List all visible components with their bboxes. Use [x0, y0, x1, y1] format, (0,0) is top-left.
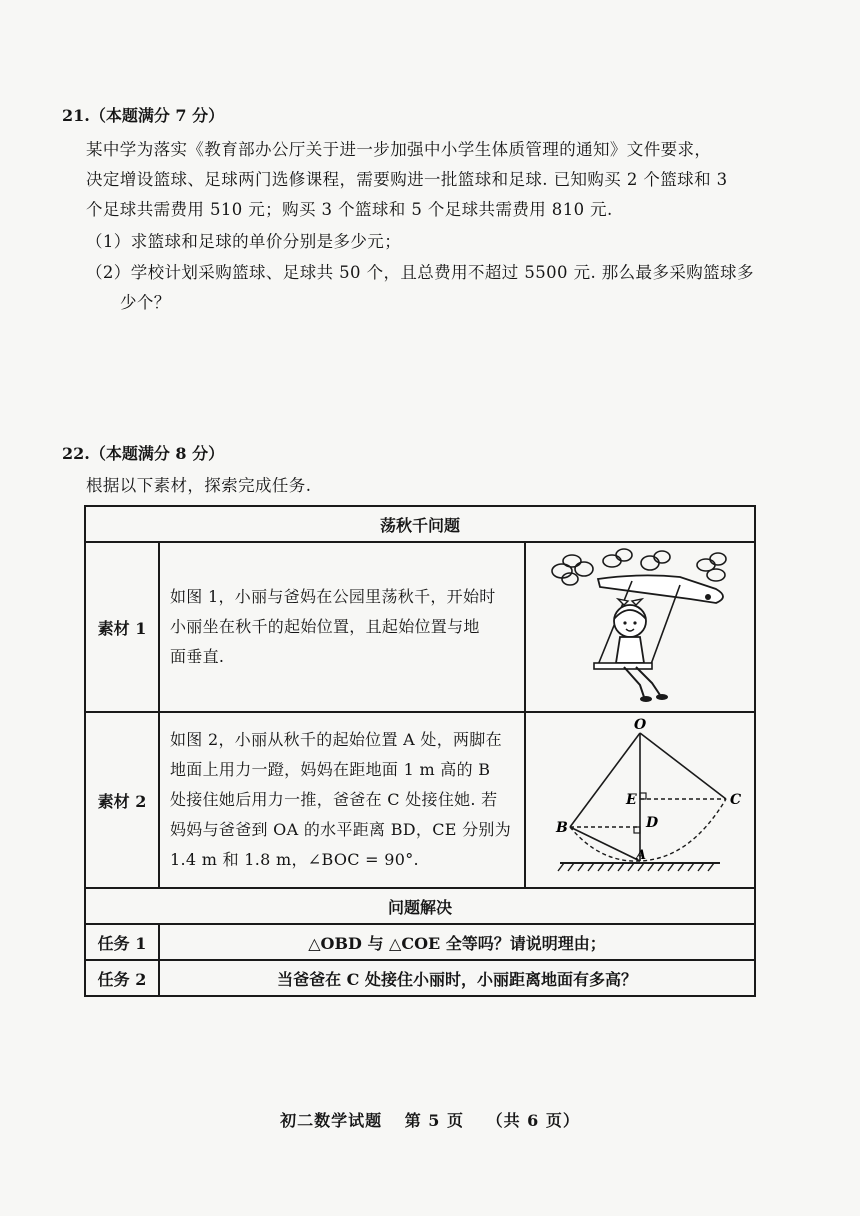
- task1-label: 任务 1: [85, 924, 159, 960]
- swing-geometry-figure: [530, 713, 750, 883]
- material2-line-1: 如图 2，小丽从秋千的起始位置 A 处，两脚在: [170, 730, 502, 749]
- material2-text: [159, 712, 525, 888]
- footer-subject: 初二数学试题: [280, 1111, 383, 1130]
- q21-part2-line1: （2）学校计划采购篮球、足球共 50 个，且总费用不超过 5500 元. 那么最多采购篮球多: [86, 263, 754, 282]
- q22-header: 22.（本题满分 8 分）: [62, 444, 225, 463]
- footer-page: 第 5 页: [404, 1111, 464, 1130]
- q21-part1: （1）求篮球和足球的单价分别是多少元；: [86, 232, 402, 251]
- page-footer: [0, 1108, 860, 1131]
- figure1-cell: [525, 542, 755, 712]
- q22-intro: 根据以下素材，探索完成任务.: [86, 476, 312, 495]
- task2-label: 任务 2: [85, 960, 159, 996]
- label-A: A: [636, 848, 647, 863]
- label-O: O: [634, 717, 647, 733]
- q21-header: 21.（本题满分 7 分）: [62, 106, 225, 125]
- q21-body-line-3: 个足球共需费用 510 元；购买 3 个篮球和 5 个足球共需费用 810 元.: [86, 200, 613, 219]
- material1-label: 素材 1: [85, 542, 159, 712]
- solve-title: 问题解决: [85, 888, 755, 924]
- material1-text: [159, 542, 525, 712]
- figure2-cell: [525, 712, 755, 888]
- materials-table: [84, 505, 756, 997]
- material2-line-2: 地面上用力一蹬，妈妈在距地面 1 m 高的 B: [170, 760, 491, 779]
- material2-line-3: 处接住她后用力一推，爸爸在 C 处接住她. 若: [170, 790, 498, 809]
- q21-body-line-1: 某中学为落实《教育部办公厅关于进一步加强中小学生体质管理的通知》文件要求，: [86, 140, 712, 159]
- label-D: D: [646, 815, 659, 831]
- material2-label: 素材 2: [85, 712, 159, 888]
- material2-line-4: 妈妈与爸爸到 OA 的水平距离 BD，CE 分别为: [170, 820, 512, 839]
- material1-line-2: 小丽坐在秋千的起始位置，且起始位置与地: [170, 617, 480, 636]
- label-C: C: [730, 792, 742, 808]
- q21-body-line-2: 决定增设篮球、足球两门选修课程，需要购进一批篮球和足球. 已知购买 2 个篮球和 3: [86, 170, 728, 189]
- swing-girl-illustration: [540, 545, 740, 705]
- footer-total: （共 6 页）: [486, 1111, 580, 1130]
- task2-text: 当爸爸在 C 处接住小丽时，小丽距离地面有多高？: [159, 960, 755, 996]
- label-E: E: [626, 792, 637, 808]
- material1-line-3: 面垂直.: [170, 647, 225, 666]
- material2-line-5: 1.4 m 和 1.8 m，∠BOC = 90°.: [170, 850, 419, 869]
- q21-part2-line2: 少个？: [120, 293, 171, 312]
- task1-text: △OBD 与 △COE 全等吗？请说明理由；: [159, 924, 755, 960]
- material1-line-1: 如图 1，小丽与爸妈在公园里荡秋千，开始时: [170, 587, 496, 606]
- label-B: B: [556, 820, 568, 836]
- table-title: 荡秋千问题: [85, 506, 755, 542]
